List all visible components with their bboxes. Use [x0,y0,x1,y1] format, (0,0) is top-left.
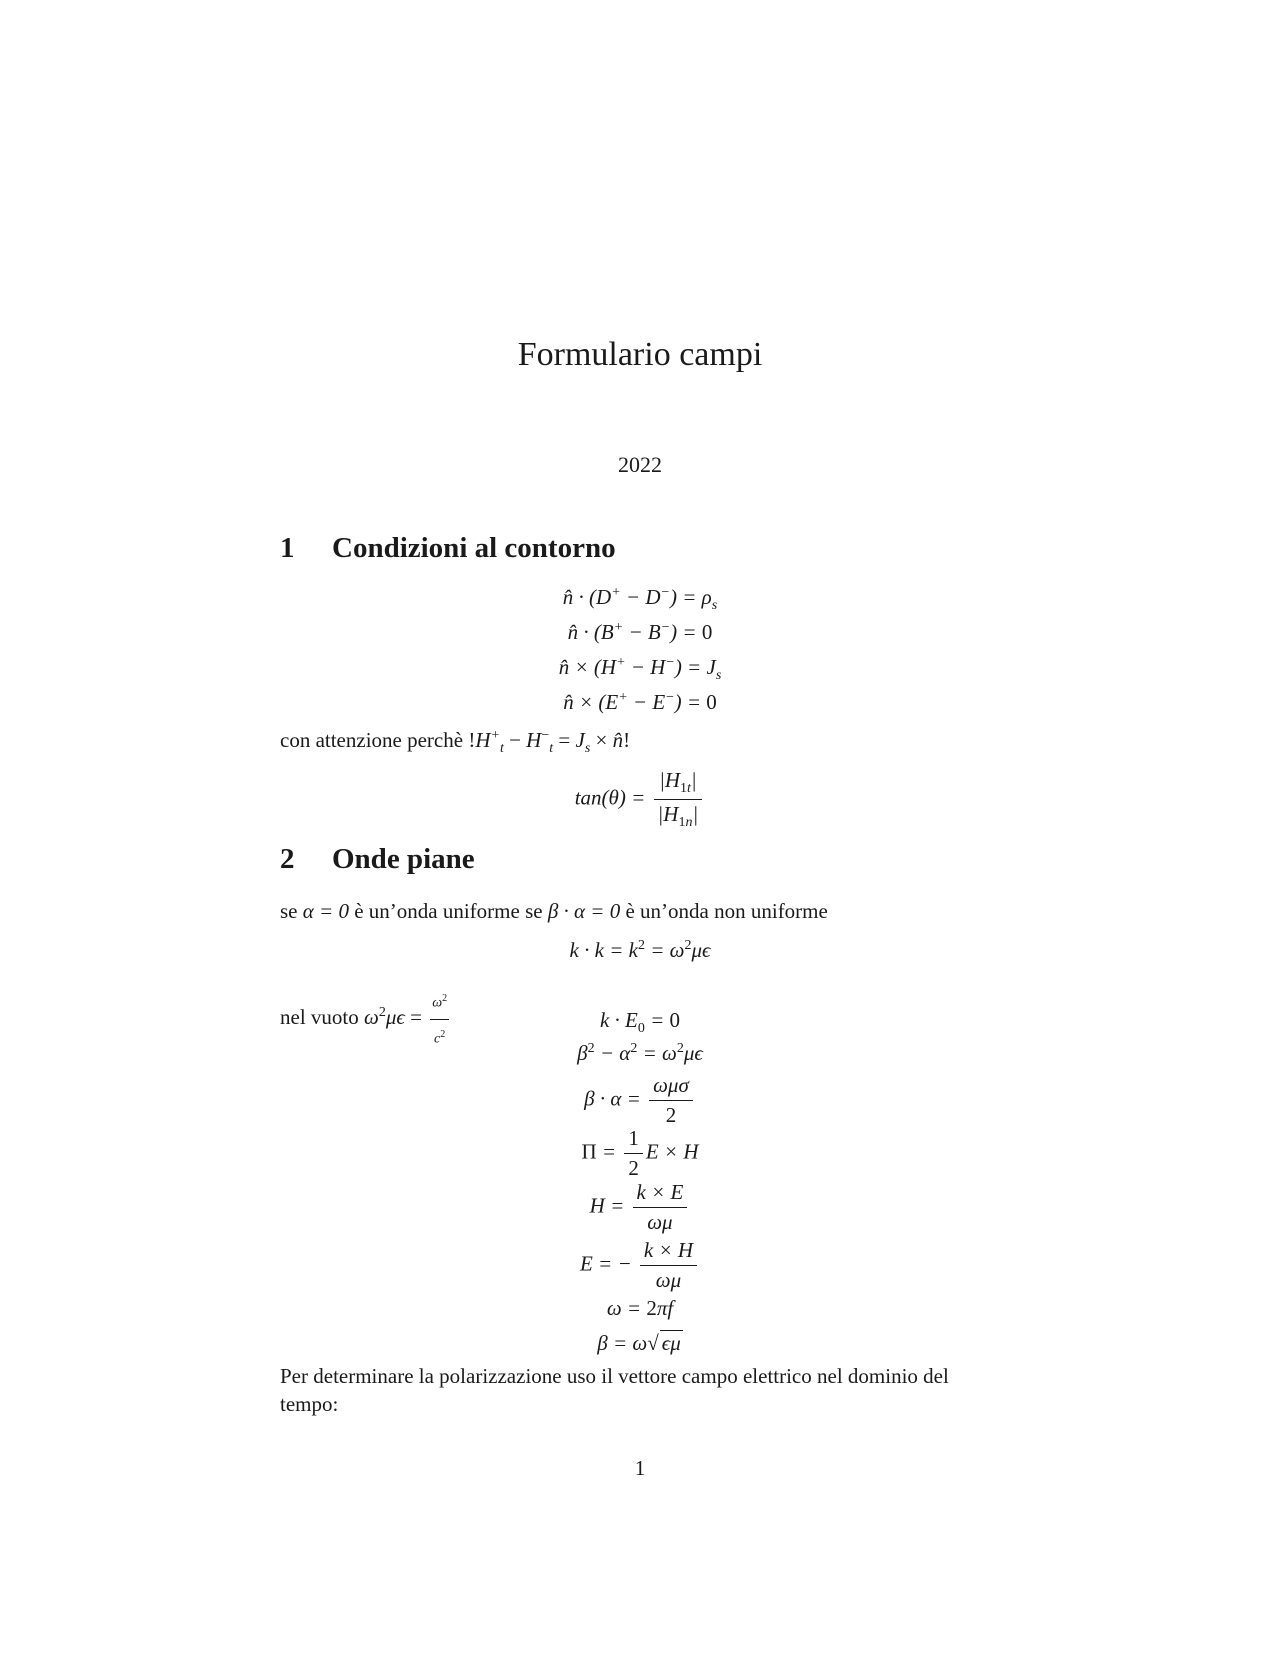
polarization-text: Per determinare la polarizzazione uso il vettore campo elettrico nel dominio del tempo: [280,1364,949,1416]
document-date: 2022 [618,452,662,477]
equation-tan-theta: tan(θ) = $\frac{|H_{1t}|}{|H_{1n}|}$ [0,768,1280,831]
page-number: 1 [634,1456,646,1480]
equation-omega: ω = 2πf [606,1296,674,1320]
equation-dispersion: $k \cdot k = k^2 = \omega^2\mu\epsilon$ [569,938,711,962]
equation-e-boundary: n̂ × (E+ − E−) = 0 [563,690,717,714]
equation-h-boundary: n̂ × $(H^+ - H^-) = J_s$ [558,655,722,684]
equation-beta-dot-alpha: β · α = $\frac{\text{ωμσ}}{2}$ [0,1073,1280,1128]
equation-poynting: Π = $\frac{1}{2}$ E × H [581,1126,699,1180]
document-title: Formulario campi [517,336,763,373]
equation-transversality: $k \cdot E_0 = 0$ [599,1008,681,1037]
equation-h-from-e: H = $\frac{k \times E}{\omega\mu}$ [0,1180,1280,1235]
waves-intro: se α = 0 è un’onda uniforme se β · α = 0 è un’onda non uniforme [280,899,828,923]
section-number: 1 [280,532,295,564]
vacuum-note: nel vuoto $\omega^2\mu\epsilon$ = $\frac{\omega^2}{c^2}$ [280,985,1000,1053]
section-title: Onde piane [332,843,475,875]
equation-e-from-h: E = − $\frac{k \times H}{\omega\mu}$ [0,1238,1280,1293]
equation-beta-alpha-squares: $\beta^2 - \alpha^2 = \omega^2\mu\epsilon$ [577,1041,703,1065]
equation-b-boundary: n̂ · (B+ − B−) = 0 [567,620,713,644]
equation-d-boundary: n̂ · $(D^+ - D^-) = \rho_s$ [562,585,718,614]
equation-beta-lossless: β = ω√ ϵμ [597,1331,681,1355]
section-heading-1 [280,532,616,565]
section-heading-2 [280,843,475,876]
section-number: 2 [280,843,295,875]
boundary-note: con attenzione perchè $!H^+_t - H^-_t = J_s$ × n̂! [280,728,631,757]
section-title: Condizioni al contorno [332,532,616,564]
